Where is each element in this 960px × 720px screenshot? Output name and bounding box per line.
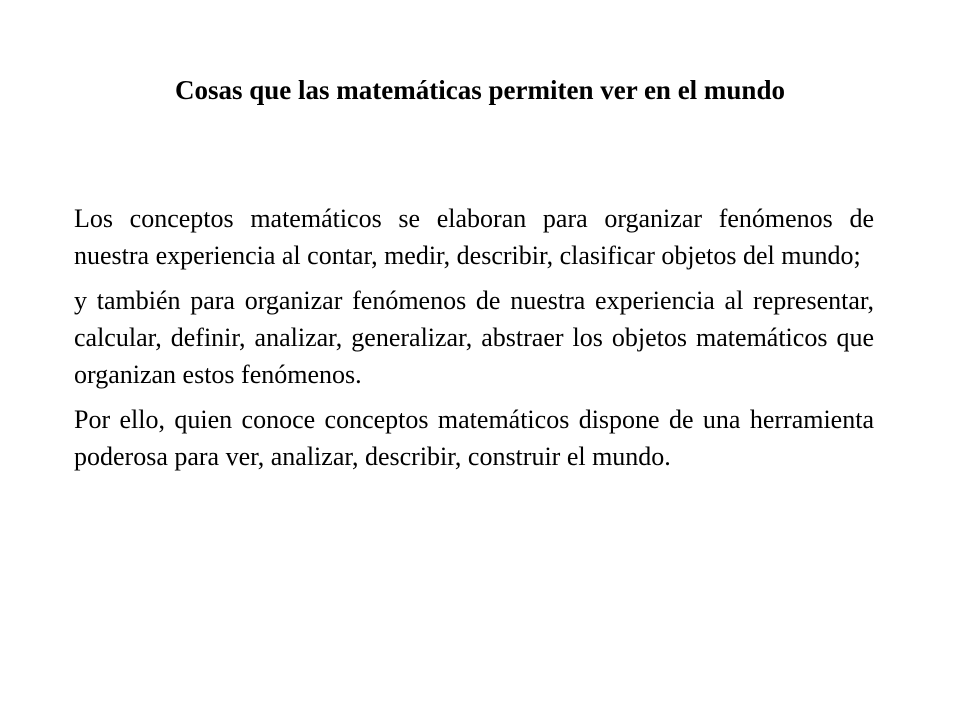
paragraph-counting-measuring: Los conceptos matemáticos se elaboran para organizar fenómenos de nuestra experiencia al contar, medir, describir, clasificar objetos del mundo; xyxy=(74,204,874,270)
slide-body xyxy=(74,200,874,483)
paragraph-representing-calculating: y también para organizar fenómenos de nuestra experiencia al representar, calcular, definir, analizar, generalizar, abstraer los objetos matemáticos que organizan estos fenómenos. xyxy=(74,286,874,389)
paragraph-powerful-tool: Por ello, quien conoce conceptos matemáticos dispone de una herramienta poderosa para ver, analizar, describir, construir el mundo. xyxy=(74,405,874,471)
slide-title: Cosas que las matemáticas permiten ver en el mundo xyxy=(175,75,785,105)
